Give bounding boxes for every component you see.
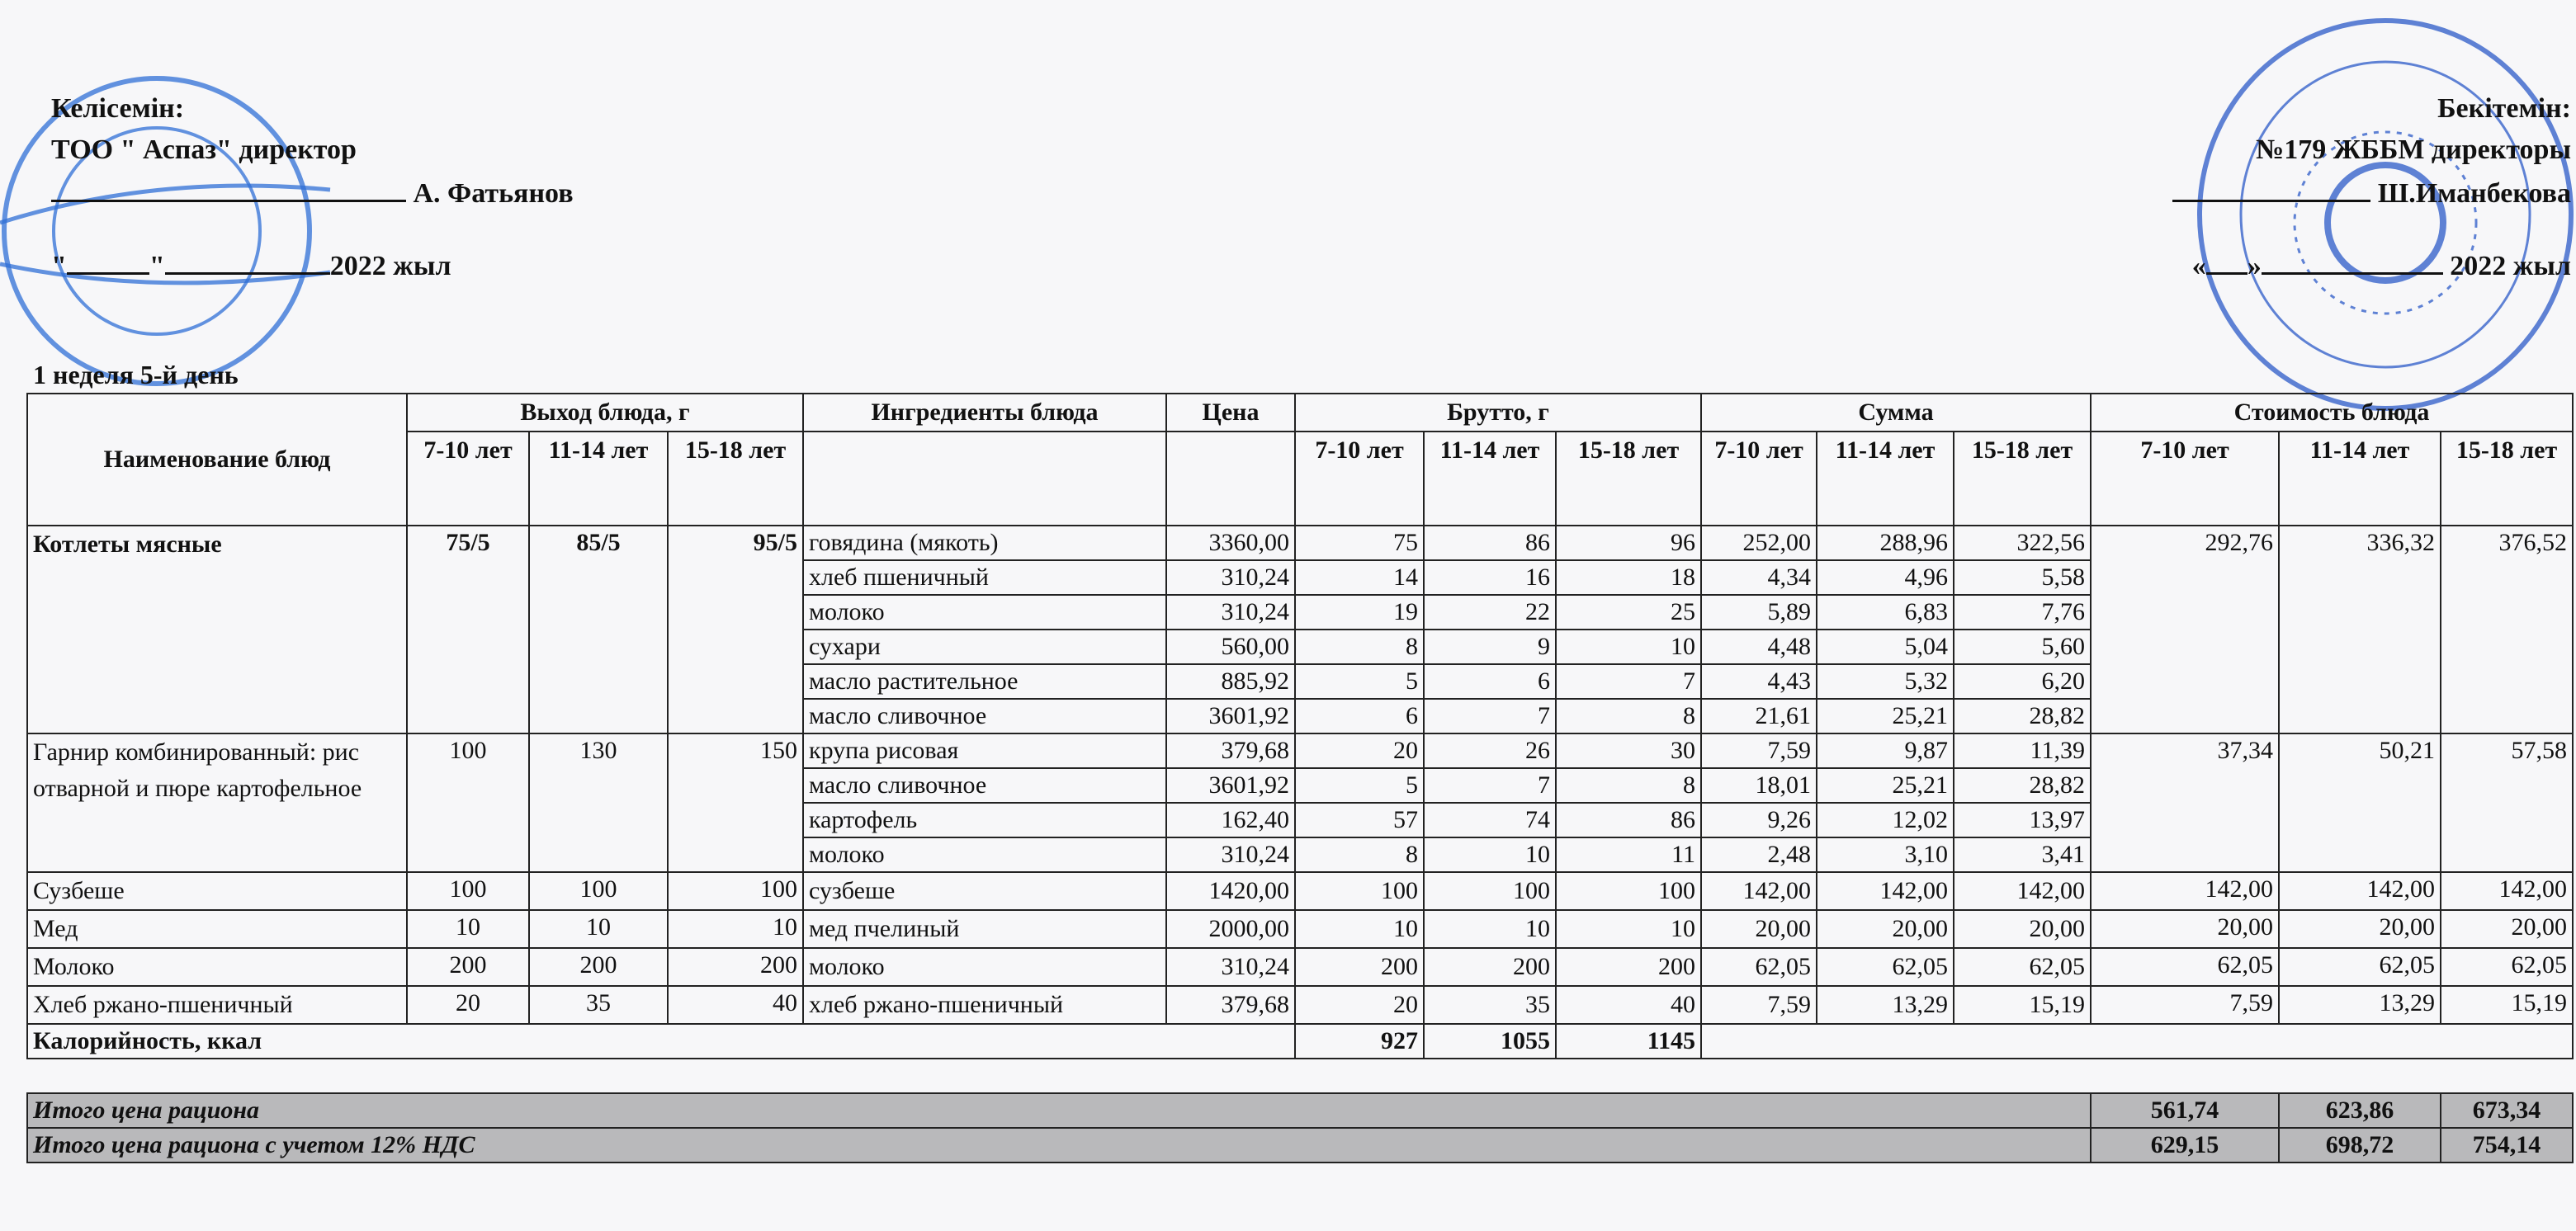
ingredient-sum: 4,48 <box>1701 630 1817 664</box>
header-dish-name: Наименование блюд <box>27 394 407 526</box>
signature-underline <box>2172 175 2370 202</box>
ingredient-name: масло растительное <box>803 664 1166 699</box>
approval-left-title: Келісемін: <box>51 93 185 124</box>
ingredient-brutto: 26 <box>1424 733 1556 768</box>
dish-name: Котлеты мясные <box>27 526 407 733</box>
ingredient-brutto: 57 <box>1295 803 1424 837</box>
ingredient-sum: 142,00 <box>1954 872 2091 910</box>
total-label: Итого цена рациона с учетом 12% НДС <box>27 1128 2091 1163</box>
ingredient-sum: 62,05 <box>1817 948 1954 986</box>
ingredient-price: 560,00 <box>1166 630 1295 664</box>
calories-value: 927 <box>1295 1024 1424 1059</box>
ingredient-brutto: 86 <box>1424 526 1556 560</box>
header-sum-age: 7-10 лет <box>1701 432 1817 526</box>
ingredient-name: масло сливочное <box>803 699 1166 733</box>
dish-yield: 10 <box>668 910 803 948</box>
ingredient-sum: 5,04 <box>1817 630 1954 664</box>
dish-name: Мед <box>27 910 407 948</box>
dish-cost: 15,19 <box>2441 986 2573 1024</box>
calories-value: 1145 <box>1556 1024 1701 1059</box>
ingredient-sum: 7,59 <box>1701 986 1817 1024</box>
approval-left-year: 2022 жыл <box>329 251 451 281</box>
dish-cost: 336,32 <box>2279 526 2441 733</box>
spacer-row <box>27 1059 2573 1093</box>
ingredient-brutto: 200 <box>1295 948 1424 986</box>
ingredient-sum: 3,10 <box>1817 837 1954 872</box>
dish-yield: 100 <box>407 733 529 872</box>
dish-yield: 130 <box>529 733 668 872</box>
ingredient-sum: 20,00 <box>1817 910 1954 948</box>
signature-underline <box>51 175 406 202</box>
ingredient-sum: 13,29 <box>1817 986 1954 1024</box>
approval-right-signature-line <box>2172 175 2571 210</box>
dish-cost: 142,00 <box>2279 872 2441 910</box>
ingredient-brutto: 22 <box>1424 595 1556 630</box>
ingredient-price: 162,40 <box>1166 803 1295 837</box>
ingredient-sum: 322,56 <box>1954 526 2091 560</box>
ingredient-brutto: 5 <box>1295 664 1424 699</box>
ingredient-sum: 142,00 <box>1817 872 1954 910</box>
approval-left-signature-line <box>51 175 574 210</box>
ingredient-sum: 5,58 <box>1954 560 2091 595</box>
dish-yield: 85/5 <box>529 526 668 733</box>
approval-left-position: ТОО " Аспаз" директор <box>51 134 357 165</box>
ingredient-brutto: 11 <box>1556 837 1701 872</box>
ingredient-name: мед пчелиный <box>803 910 1166 948</box>
ingredient-sum: 62,05 <box>1954 948 2091 986</box>
total-value: 629,15 <box>2091 1128 2279 1163</box>
ingredient-name: масло сливочное <box>803 768 1166 803</box>
ingredient-brutto: 10 <box>1424 910 1556 948</box>
dish-yield: 200 <box>668 948 803 986</box>
ingredient-price: 310,24 <box>1166 837 1295 872</box>
ingredient-name: сухари <box>803 630 1166 664</box>
dish-cost: 7,59 <box>2091 986 2279 1024</box>
ingredient-brutto: 18 <box>1556 560 1701 595</box>
ingredient-brutto: 10 <box>1295 910 1424 948</box>
table-row <box>27 986 2573 1024</box>
ingredient-brutto: 75 <box>1295 526 1424 560</box>
ingredient-sum: 2,48 <box>1701 837 1817 872</box>
ingredient-name: молоко <box>803 948 1166 986</box>
approval-right-position: №179 ЖББМ директоры <box>2256 134 2571 165</box>
dish-cost: 20,00 <box>2091 910 2279 948</box>
total-value: 561,74 <box>2091 1093 2279 1128</box>
ingredient-sum: 15,19 <box>1954 986 2091 1024</box>
header-price-blank <box>1166 432 1295 526</box>
dish-cost: 57,58 <box>2441 733 2573 872</box>
ingredient-brutto: 25 <box>1556 595 1701 630</box>
date-quote-open: " <box>51 251 67 281</box>
ingredient-price: 3601,92 <box>1166 768 1295 803</box>
table-row <box>27 526 2573 560</box>
day-blank <box>2206 248 2248 275</box>
month-blank <box>165 248 330 275</box>
ingredient-price: 310,24 <box>1166 560 1295 595</box>
ingredient-price: 379,68 <box>1166 733 1295 768</box>
calories-label: Калорийность, ккал <box>27 1024 1295 1059</box>
ingredient-brutto: 10 <box>1556 910 1701 948</box>
ingredient-brutto: 8 <box>1295 837 1424 872</box>
ingredient-sum: 4,43 <box>1701 664 1817 699</box>
ingredient-brutto: 19 <box>1295 595 1424 630</box>
ingredient-sum: 13,97 <box>1954 803 2091 837</box>
header-sum: Сумма <box>1701 394 2091 432</box>
approval-left-date <box>51 248 451 283</box>
ingredient-sum: 28,82 <box>1954 768 2091 803</box>
menu-table-body <box>27 526 2573 1163</box>
total-label: Итого цена рациона <box>27 1093 2091 1128</box>
ingredient-sum: 5,89 <box>1701 595 1817 630</box>
ingredient-brutto: 96 <box>1556 526 1701 560</box>
ingredient-sum: 6,20 <box>1954 664 2091 699</box>
ingredient-brutto: 8 <box>1556 699 1701 733</box>
total-value: 673,34 <box>2441 1093 2573 1128</box>
ingredient-sum: 7,76 <box>1954 595 2091 630</box>
ingredient-sum: 5,32 <box>1817 664 1954 699</box>
dish-cost: 62,05 <box>2091 948 2279 986</box>
month-blank <box>2262 248 2443 275</box>
dish-yield: 100 <box>529 872 668 910</box>
ingredient-sum: 288,96 <box>1817 526 1954 560</box>
dish-yield: 35 <box>529 986 668 1024</box>
dish-cost: 37,34 <box>2091 733 2279 872</box>
dish-cost: 142,00 <box>2091 872 2279 910</box>
ingredient-brutto: 9 <box>1424 630 1556 664</box>
ingredient-sum: 25,21 <box>1817 768 1954 803</box>
ingredient-name: крупа рисовая <box>803 733 1166 768</box>
dish-yield: 10 <box>407 910 529 948</box>
ingredient-brutto: 200 <box>1424 948 1556 986</box>
ingredient-sum: 28,82 <box>1954 699 2091 733</box>
ingredient-sum: 11,39 <box>1954 733 2091 768</box>
ingredient-sum: 62,05 <box>1701 948 1817 986</box>
header-brutto-age: 11-14 лет <box>1424 432 1556 526</box>
dish-yield: 100 <box>407 872 529 910</box>
dish-cost: 62,05 <box>2279 948 2441 986</box>
dish-yield: 75/5 <box>407 526 529 733</box>
header-brutto-age: 7-10 лет <box>1295 432 1424 526</box>
ingredient-sum: 20,00 <box>1954 910 2091 948</box>
dish-yield: 200 <box>407 948 529 986</box>
header-cost-age: 7-10 лет <box>2091 432 2279 526</box>
dish-yield: 95/5 <box>668 526 803 733</box>
ingredient-sum: 142,00 <box>1701 872 1817 910</box>
dish-cost: 142,00 <box>2441 872 2573 910</box>
dish-cost: 20,00 <box>2441 910 2573 948</box>
header-yield-age: 15-18 лет <box>668 432 803 526</box>
ingredient-brutto: 14 <box>1295 560 1424 595</box>
ingredient-brutto: 30 <box>1556 733 1701 768</box>
dish-name: Молоко <box>27 948 407 986</box>
ingredient-name: хлеб пшеничный <box>803 560 1166 595</box>
total-value: 623,86 <box>2279 1093 2441 1128</box>
ingredient-brutto: 35 <box>1424 986 1556 1024</box>
ingredient-brutto: 100 <box>1424 872 1556 910</box>
ingredient-price: 310,24 <box>1166 948 1295 986</box>
ingredient-price: 885,92 <box>1166 664 1295 699</box>
approval-right-title: Бекітемін: <box>2437 93 2571 124</box>
ingredient-name: молоко <box>803 595 1166 630</box>
ingredient-brutto: 8 <box>1295 630 1424 664</box>
header-ingredients: Ингредиенты блюда <box>803 394 1166 432</box>
header-yield-age: 11-14 лет <box>529 432 668 526</box>
spacer <box>27 1059 2573 1093</box>
ingredient-sum: 6,83 <box>1817 595 1954 630</box>
ingredient-sum: 9,26 <box>1701 803 1817 837</box>
ingredient-price: 310,24 <box>1166 595 1295 630</box>
dish-yield: 10 <box>529 910 668 948</box>
ingredient-brutto: 6 <box>1424 664 1556 699</box>
ingredient-brutto: 40 <box>1556 986 1701 1024</box>
header-ingredients-blank <box>803 432 1166 526</box>
ingredient-sum: 9,87 <box>1817 733 1954 768</box>
day-title: 1 неделя 5-й день <box>33 360 239 389</box>
day-blank <box>67 248 149 275</box>
ingredient-brutto: 16 <box>1424 560 1556 595</box>
ingredient-brutto: 5 <box>1295 768 1424 803</box>
approval-right-date <box>2192 248 2571 283</box>
ingredient-brutto: 86 <box>1556 803 1701 837</box>
ingredient-brutto: 8 <box>1556 768 1701 803</box>
dish-yield: 150 <box>668 733 803 872</box>
ingredient-brutto: 10 <box>1424 837 1556 872</box>
ingredient-name: молоко <box>803 837 1166 872</box>
ingredient-brutto: 200 <box>1556 948 1701 986</box>
ingredient-sum: 4,96 <box>1817 560 1954 595</box>
total-value: 698,72 <box>2279 1128 2441 1163</box>
dish-cost: 50,21 <box>2279 733 2441 872</box>
dish-cost: 20,00 <box>2279 910 2441 948</box>
header-yield-age: 7-10 лет <box>407 432 529 526</box>
calories-value: 1055 <box>1424 1024 1556 1059</box>
ingredient-price: 379,68 <box>1166 986 1295 1024</box>
ingredient-name: хлеб ржано-пшеничный <box>803 986 1166 1024</box>
ingredient-brutto: 7 <box>1424 768 1556 803</box>
header-cost: Стоимость блюда <box>2091 394 2573 432</box>
ingredient-brutto: 20 <box>1295 733 1424 768</box>
ingredient-brutto: 100 <box>1295 872 1424 910</box>
ingredient-price: 3360,00 <box>1166 526 1295 560</box>
approval-left-name: А. Фатьянов <box>413 178 574 209</box>
ingredient-sum: 7,59 <box>1701 733 1817 768</box>
header-sum-age: 15-18 лет <box>1954 432 2091 526</box>
dish-yield: 100 <box>668 872 803 910</box>
ingredient-sum: 21,61 <box>1701 699 1817 733</box>
ingredient-brutto: 74 <box>1424 803 1556 837</box>
ingredient-brutto: 7 <box>1424 699 1556 733</box>
ingredient-name: картофель <box>803 803 1166 837</box>
date-quote-close: » <box>2247 251 2262 281</box>
ingredient-brutto: 10 <box>1556 630 1701 664</box>
header-sum-age: 11-14 лет <box>1817 432 1954 526</box>
ingredient-sum: 3,41 <box>1954 837 2091 872</box>
header-cost-age: 11-14 лет <box>2279 432 2441 526</box>
header-brutto-age: 15-18 лет <box>1556 432 1701 526</box>
dish-yield: 40 <box>668 986 803 1024</box>
total-value: 754,14 <box>2441 1128 2573 1163</box>
table-row <box>27 948 2573 986</box>
ingredient-sum: 25,21 <box>1817 699 1954 733</box>
dish-cost: 376,52 <box>2441 526 2573 733</box>
dish-name: Гарнир комбинированный: рис отварной и пюре картофельное <box>27 733 407 872</box>
ingredient-price: 1420,00 <box>1166 872 1295 910</box>
table-row <box>27 910 2573 948</box>
ingredient-brutto: 20 <box>1295 986 1424 1024</box>
ingredient-sum: 20,00 <box>1701 910 1817 948</box>
calories-row <box>27 1024 2573 1059</box>
approval-right-year: 2022 жыл <box>2450 251 2571 281</box>
dish-yield: 200 <box>529 948 668 986</box>
dish-yield: 20 <box>407 986 529 1024</box>
total-row <box>27 1093 2573 1128</box>
ingredient-brutto: 6 <box>1295 699 1424 733</box>
ingredient-sum: 5,60 <box>1954 630 2091 664</box>
menu-table <box>26 393 2574 1163</box>
header-yield: Выход блюда, г <box>407 394 803 432</box>
ingredient-price: 3601,92 <box>1166 699 1295 733</box>
header-brutto: Брутто, г <box>1295 394 1701 432</box>
ingredient-brutto: 100 <box>1556 872 1701 910</box>
approval-right-name: Ш.Иманбекова <box>2377 178 2571 209</box>
ingredient-sum: 18,01 <box>1701 768 1817 803</box>
table-row <box>27 733 2573 768</box>
date-quote-open: « <box>2191 251 2206 281</box>
header-price: Цена <box>1166 394 1295 432</box>
ingredient-price: 2000,00 <box>1166 910 1295 948</box>
header-cost-age: 15-18 лет <box>2441 432 2573 526</box>
date-quote-close: " <box>149 251 165 281</box>
table-row <box>27 872 2573 910</box>
dish-name: Хлеб ржано-пшеничный <box>27 986 407 1024</box>
calories-blank <box>1701 1024 2573 1059</box>
dish-name: Сузбеше <box>27 872 407 910</box>
ingredient-sum: 252,00 <box>1701 526 1817 560</box>
ingredient-name: сузбеше <box>803 872 1166 910</box>
ingredient-name: говядина (мякоть) <box>803 526 1166 560</box>
dish-cost: 292,76 <box>2091 526 2279 733</box>
ingredient-sum: 12,02 <box>1817 803 1954 837</box>
dish-cost: 62,05 <box>2441 948 2573 986</box>
dish-cost: 13,29 <box>2279 986 2441 1024</box>
ingredient-brutto: 7 <box>1556 664 1701 699</box>
ingredient-sum: 4,34 <box>1701 560 1817 595</box>
total-row <box>27 1128 2573 1163</box>
